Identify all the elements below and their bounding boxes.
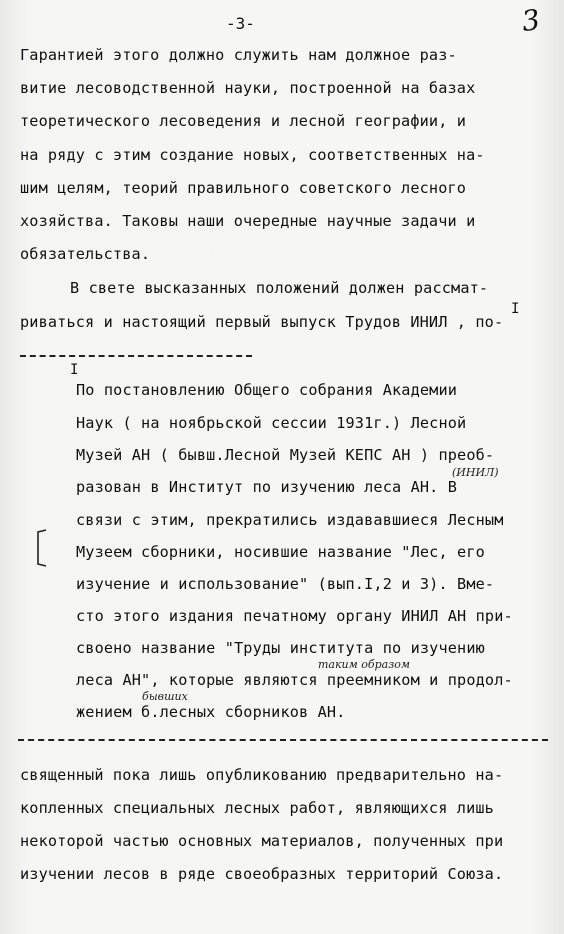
margin-bracket-mark [30, 528, 54, 568]
body-line: В свете высказанных положений должен рассмат- [70, 279, 489, 297]
footnote-line: связи с этим, прекратились издававшиеся Лесным [76, 511, 504, 529]
footnote-line: жением б.лесных сборников АН. [76, 703, 346, 721]
page-number: -3- [226, 14, 255, 33]
handwritten-note: бывших [142, 690, 188, 703]
footnote-reference-marker: I [511, 301, 520, 317]
body-line: Гарантией этого должно служить нам должное раз- [20, 46, 457, 64]
body-line: шим целям, теорий правильного советского лесного [20, 179, 467, 197]
footnote-line: разован в Институт по изучению леса АН. В [76, 478, 458, 496]
body-line: риваться и настоящий первый выпуск Трудов ИНИЛ , по- [20, 313, 504, 331]
body-line: копленных специальных лесных работ, являющихся лишь [20, 799, 494, 817]
footnote-line: изучение и использование" (вып.I,2 и 3). Вме- [76, 575, 495, 593]
footnote-end-separator [18, 739, 548, 741]
body-line: обязательства. [20, 245, 151, 263]
footnote-line: Музей АН ( бывш.Лесной Музей КЕПС АН ) преоб- [76, 446, 495, 464]
footnote-marker: I [70, 362, 79, 378]
footnote-line: Музеем сборники, носившие название "Лес, его [76, 543, 485, 561]
body-line: витие лесоводственной науки, построенной на базах [20, 79, 476, 97]
footnote-line: Наук ( на ноябрьской сессии 1931г.) Лесной [76, 414, 467, 432]
body-line: некоторой частью основных материалов, полученных при [20, 832, 504, 850]
body-line: изучении лесов в ряде своеобразных территорий Союза. [20, 865, 504, 883]
footnote-line: леса АН", которые являются преемником и продол- [76, 671, 513, 689]
body-line: священный пока лишь опубликованию предварительно на- [20, 766, 504, 784]
handwritten-page-number: 3 [519, 2, 543, 39]
footnote-line: сто этого издания печатному органу ИНИЛ АН при- [76, 607, 513, 625]
handwritten-note: таким образом [318, 658, 410, 671]
handwritten-note: (ИНИЛ) [452, 466, 499, 479]
footnote-line: своено название "Труды института по изучению [76, 639, 485, 657]
body-line: теоретического лесоведения и лесной географии, и [20, 112, 467, 130]
body-line: на ряду с этим создание новых, соответственных на- [20, 146, 485, 164]
footnote-separator [20, 355, 252, 357]
body-line: хозяйства. Таковы наши очередные научные задачи и [20, 212, 476, 230]
footnote-line: По постановлению Общего собрания Академии [76, 381, 458, 399]
